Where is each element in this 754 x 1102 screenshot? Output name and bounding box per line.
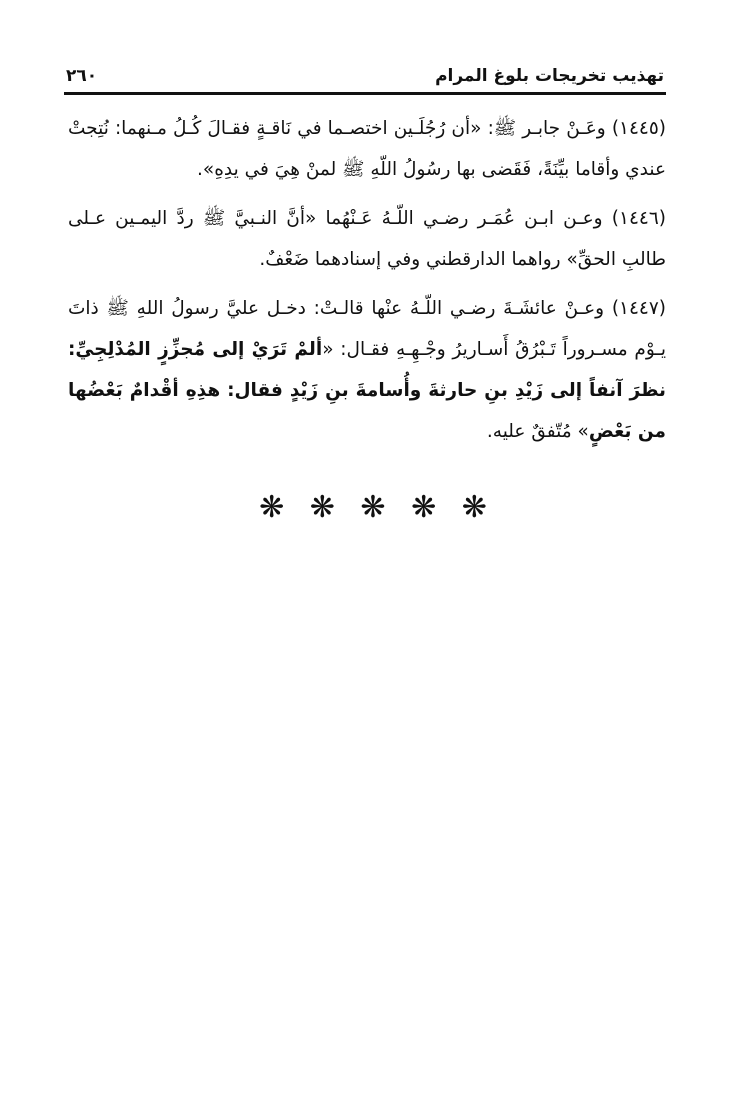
hadith-number: (١٤٤٧)	[611, 298, 666, 319]
hadith-quote-bold: ألمْ تَرَيْ إلى مُجزِّزٍ المُدْلِجِيِّ: نظرَ آنفاً إلى زَيْدِ بنِ حارثةَ وأُسامةَ بنِ زَيْدٍ فقال: هذِهِ أقْدامٌ بَعْضُها من بَعْضٍ	[68, 339, 666, 442]
page-number: ٢٦٠	[66, 66, 98, 86]
hadith-1447	[68, 288, 666, 452]
section-separator: ❋ ❋ ❋ ❋ ❋	[259, 490, 495, 525]
header-rule	[64, 92, 666, 95]
hadith-1445	[68, 108, 666, 190]
hadith-number: (١٤٤٥)	[611, 118, 666, 139]
hadith-1446	[68, 198, 666, 280]
hadith-text: وعَـنْ جابـر ﷺ: «أن رُجُلَـين اختصـما في نَاقـةٍ فقـالَ كُـلُ مـنهما: نُتِجتْ عندي وأقاما بيِّنَةً، فَقَضى بها رسُولُ اللّهِ ﷺ لمنْ هِيَ في يدِهِ».	[68, 118, 666, 180]
hadith-number: (١٤٤٦)	[611, 208, 666, 229]
book-title: تهذيب تخريجات بلوغ المرام	[435, 66, 664, 86]
hadith-text-end: » مُتّفقٌ عليه.	[486, 421, 589, 442]
hadith-text: وعـن ابـن عُمَـر رضـي اللّـهُ عَـنْهُما «أنَّ النـبيَّ ﷺ ردَّ اليمـين عـلى طالبِ الحقِّ» رواهما الدارقطني وفي إسنادهما ضَعْفٌ.	[68, 208, 666, 270]
hadith-text: وعـنْ عائشَـةَ رضـي اللّـهُ عنْها قالـتْ: دخـل عليَّ رسولُ اللهِ ﷺ ذاتَ يـوْم مسـروراً تَـبْرُقُ أَسـاريرُ وجْـهِـهِ فقـال: «	[68, 298, 666, 360]
running-header	[66, 64, 664, 90]
page-body	[68, 108, 666, 460]
